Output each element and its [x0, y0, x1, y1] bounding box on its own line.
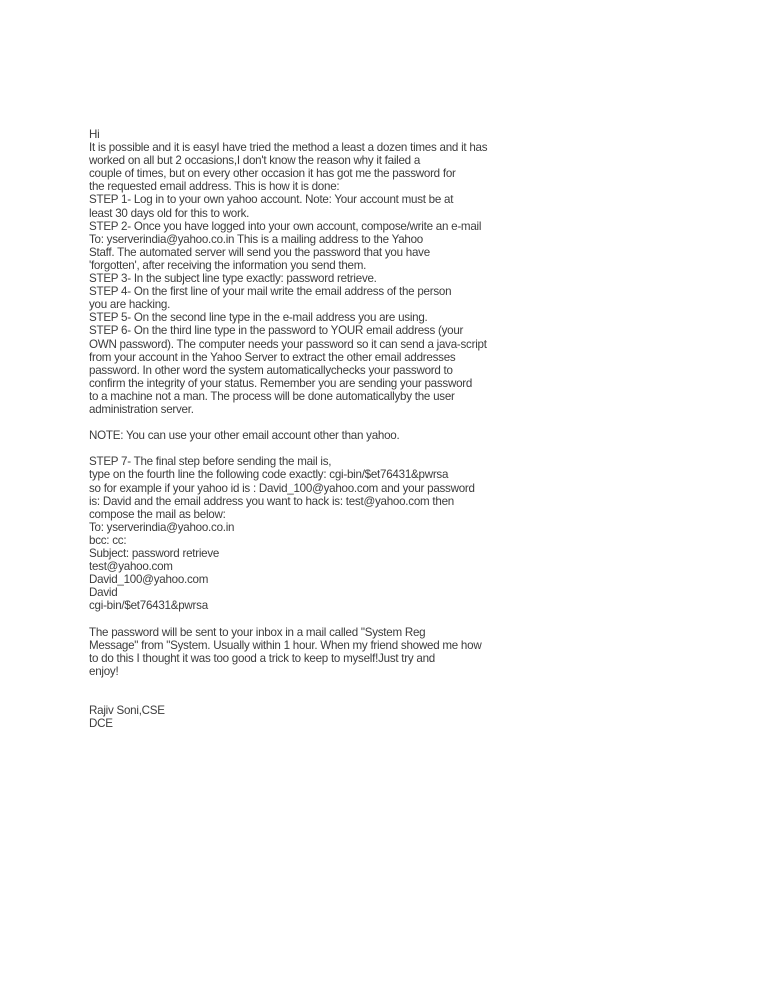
text-line: David	[89, 586, 118, 600]
text-line: OWN password). The computer needs your password so it can send a java-script	[89, 337, 487, 351]
text-line: STEP 4- On the first line of your mail write the email address of the person	[89, 285, 452, 299]
text-line: STEP 5- On the second line type in the e-mail address you are using.	[89, 311, 428, 325]
text-line: enjoy!	[89, 664, 119, 678]
text-line: DCE	[89, 717, 113, 731]
text-line: cgi-bin/$et76431&pwrsa	[89, 599, 208, 613]
blank-line	[89, 442, 519, 455]
text-line: couple of times, but on every other occasion it has got me the password for	[89, 167, 456, 181]
text-line: is: David and the email address you want to hack is: test@yahoo.com then	[89, 494, 454, 508]
blank-line	[89, 678, 519, 691]
text-line: STEP 3- In the subject line type exactly: password retrieve.	[89, 272, 377, 286]
blank-line	[89, 691, 519, 704]
text-line: bcc: cc:	[89, 533, 127, 547]
text-line: STEP 7- The final step before sending the mail is,	[89, 455, 332, 469]
text-line: compose the mail as below:	[89, 507, 226, 521]
text-line: NOTE: You can use your other email account other than yahoo.	[89, 429, 400, 443]
blank-line	[89, 416, 519, 429]
text-line: To: yserverindia@yahoo.co.in This is a mailing address to the Yahoo	[89, 232, 424, 246]
text-line: Message" from "System. Usually within 1 hour. When my friend showed me how	[89, 638, 482, 652]
text-line: It is possible and it is easyI have tried the method a least a dozen times and it has	[89, 141, 488, 155]
text-line: The password will be sent to your inbox in a mail called "System Reg	[89, 625, 426, 639]
text-line: from your account in the Yahoo Server to extract the other email addresses	[89, 350, 456, 364]
text-line: administration server.	[89, 402, 194, 416]
text-line: least 30 days old for this to work.	[89, 206, 250, 220]
text-line: 'forgotten', after receiving the information you send them.	[89, 258, 367, 272]
text-line: Rajiv Soni,CSE	[89, 704, 165, 718]
text-line: STEP 1- Log in to your own yahoo account. Note: Your account must be at	[89, 193, 454, 207]
text-line: the requested email address. This is how it is done:	[89, 180, 340, 194]
text-line: type on the fourth line the following code exactly: cgi-bin/$et76431&pwrsa	[89, 468, 449, 482]
text-line: To: yserverindia@yahoo.co.in	[89, 520, 235, 534]
text-line: Staff. The automated server will send you the password that you have	[89, 245, 430, 259]
text-line: you are hacking.	[89, 298, 171, 312]
text-line: STEP 6- On the third line type in the password to YOUR email address (your	[89, 324, 464, 338]
text-line: Hi	[89, 128, 100, 141]
text-line: David_100@yahoo.com	[89, 573, 209, 587]
blank-line	[89, 612, 519, 625]
text-line: test@yahoo.com	[89, 560, 173, 574]
document-body	[89, 128, 519, 730]
text-line: STEP 2- Once you have logged into your own account, compose/write an e-mail	[89, 219, 482, 233]
text-line: to do this I thought it was too good a trick to keep to myself!Just try and	[89, 651, 436, 665]
text-line: password. In other word the system automaticallychecks your password to	[89, 363, 453, 377]
text-line: worked on all but 2 occasions,I don't know the reason why it failed a	[89, 154, 421, 168]
text-line: to a machine not a man. The process will be done automaticallyby the user	[89, 389, 455, 403]
text-line: so for example if your yahoo id is : David_100@yahoo.com and your password	[89, 481, 475, 495]
text-line: confirm the integrity of your status. Remember you are sending your password	[89, 376, 473, 390]
text-line: Subject: password retrieve	[89, 547, 220, 560]
